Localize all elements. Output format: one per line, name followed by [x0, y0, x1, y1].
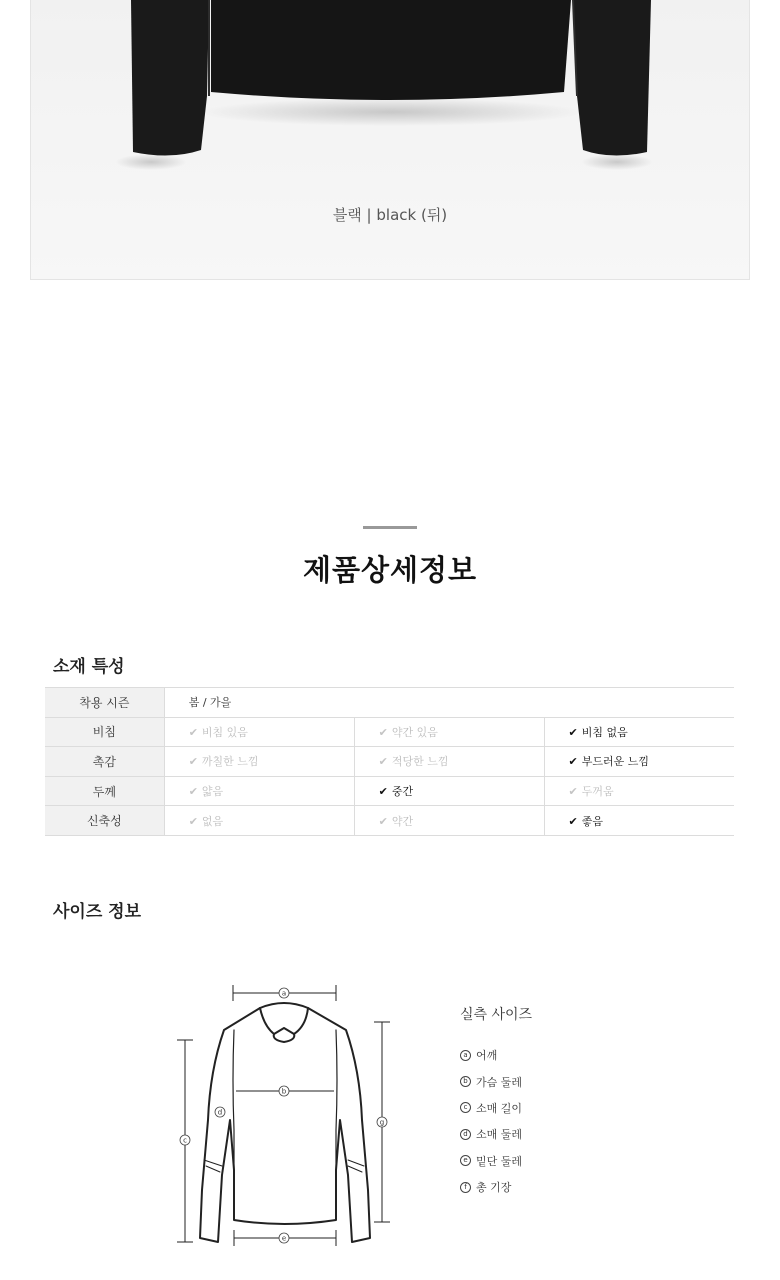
black-shirt-back-image — [31, 0, 750, 280]
check-icon: ✔ — [568, 755, 578, 769]
option-cell: ✔ 없음 — [164, 806, 354, 836]
row-label: 신축성 — [45, 806, 164, 836]
mark-label: c — [183, 1136, 187, 1145]
check-icon: ✔ — [378, 785, 388, 799]
check-icon: ✔ — [188, 725, 198, 739]
circle-mark-icon: c — [460, 1102, 471, 1113]
measure-markers — [180, 988, 387, 1243]
circle-mark-icon: a — [460, 1050, 471, 1061]
option-cell: ✔ 비침 있음 — [164, 717, 354, 747]
option-cell: ✔ 비침 없음 — [544, 717, 734, 747]
check-icon: ✔ — [188, 755, 198, 769]
option-cell: ✔ 약간 있음 — [354, 717, 544, 747]
option-cell: ✔ 중간 — [354, 776, 544, 806]
table-row — [45, 717, 734, 747]
season-label: 착용 시즌 — [45, 688, 164, 718]
row-label: 두께 — [45, 776, 164, 806]
check-icon: ✔ — [568, 725, 578, 739]
legend-item: e 밑단 둘레 — [460, 1148, 532, 1174]
check-icon: ✔ — [568, 785, 578, 799]
product-photo-panel — [30, 0, 750, 280]
legend-item: f 총 기장 — [460, 1174, 532, 1200]
option-cell: ✔ 적당한 느낌 — [354, 747, 544, 777]
option-cell: ✔ 약간 — [354, 806, 544, 836]
material-spec-table — [45, 687, 734, 836]
shirt-outline — [200, 1003, 370, 1242]
option-cell: ✔ 두꺼움 — [544, 776, 734, 806]
mark-label: d — [217, 1108, 223, 1117]
shirt-size-diagram — [160, 970, 410, 1255]
mark-label: e — [281, 1234, 287, 1243]
table-row — [45, 776, 734, 806]
legend-item: b 가슴 둘레 — [460, 1068, 532, 1094]
heading-divider — [363, 526, 417, 529]
material-section-title: 소재 특성 — [53, 657, 125, 677]
legend-item: a 어깨 — [460, 1042, 532, 1068]
page-title: 제품상세정보 — [302, 553, 478, 587]
check-icon: ✔ — [378, 755, 388, 769]
size-legend — [460, 1004, 532, 1200]
check-icon: ✔ — [568, 814, 578, 828]
mark-label: a — [281, 989, 287, 998]
circle-mark-icon: f — [460, 1182, 471, 1193]
check-icon: ✔ — [188, 814, 198, 828]
mark-label: b — [281, 1087, 287, 1096]
option-cell: ✔ 좋음 — [544, 806, 734, 836]
check-icon: ✔ — [188, 785, 198, 799]
circle-mark-icon: e — [460, 1155, 471, 1166]
circle-mark-icon: b — [460, 1076, 471, 1087]
row-label: 촉감 — [45, 747, 164, 777]
circle-mark-icon: d — [460, 1129, 471, 1140]
option-cell: ✔ 얇음 — [164, 776, 354, 806]
legend-item: c 소매 길이 — [460, 1095, 532, 1121]
photo-caption: 블랙 | black (뒤) — [332, 206, 448, 224]
table-row — [45, 806, 734, 836]
season-value: 봄 / 가을 — [164, 688, 734, 718]
table-row — [45, 747, 734, 777]
check-icon: ✔ — [378, 814, 388, 828]
size-section-title: 사이즈 정보 — [53, 902, 142, 922]
legend-item: d 소매 둘레 — [460, 1121, 532, 1147]
row-label: 비침 — [45, 717, 164, 747]
option-cell: ✔ 까칠한 느낌 — [164, 747, 354, 777]
legend-title: 실측 사이즈 — [460, 1007, 533, 1023]
table-row — [45, 688, 734, 718]
option-cell: ✔ 부드러운 느낌 — [544, 747, 734, 777]
mark-label: g — [379, 1118, 385, 1127]
check-icon: ✔ — [378, 725, 388, 739]
